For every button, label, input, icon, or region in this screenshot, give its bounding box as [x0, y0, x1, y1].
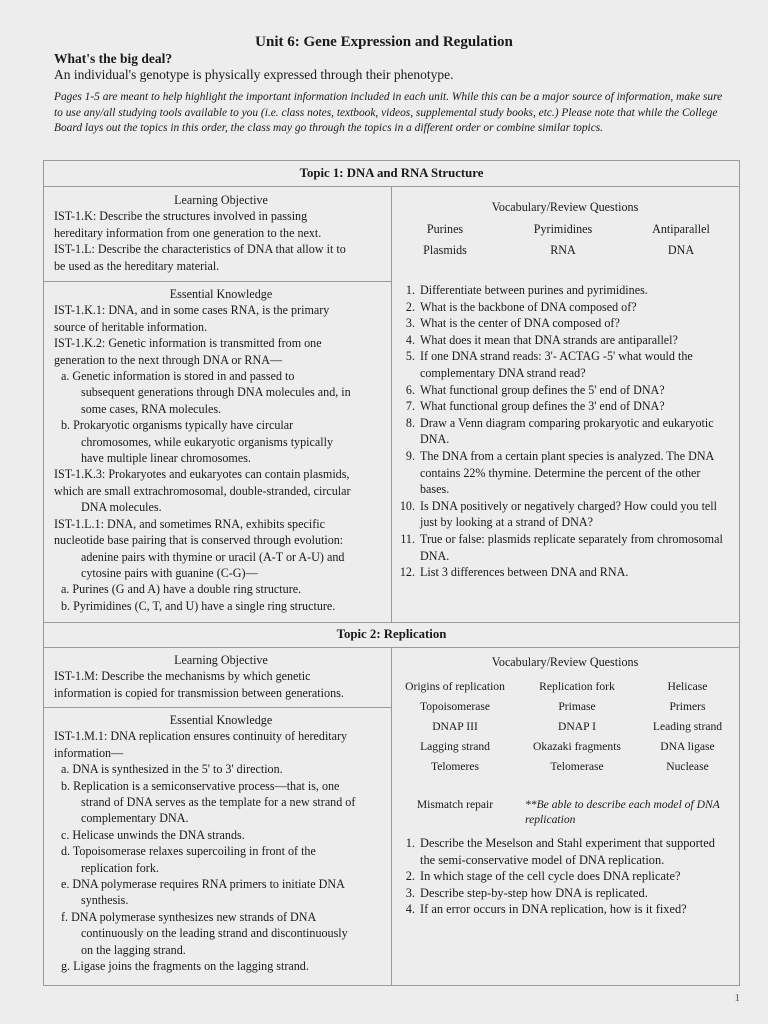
intro-sentence: An individual's genotype is physically expressed through their phenotype.	[54, 67, 454, 82]
vocab-term: Topoisomerase	[419, 700, 491, 713]
text-line: generation to the next through DNA or RNA—	[54, 352, 283, 367]
lo-heading: Learning Objective	[174, 653, 268, 667]
review-question	[391, 885, 731, 902]
vocab-term: Lagging strand	[420, 740, 490, 753]
text-line: replication fork.	[81, 860, 159, 875]
question-number: 8.	[405, 415, 415, 430]
question-number: 2.	[405, 869, 415, 884]
question-number: 1.	[405, 283, 415, 297]
question-number: 11.	[400, 531, 415, 546]
topic1-questions	[391, 282, 731, 581]
text-line: information—	[54, 745, 124, 760]
vocab-term: Pyrimidines	[533, 222, 593, 236]
topic2-vocab-grid	[393, 680, 738, 773]
topic1-learning-objective	[54, 192, 388, 274]
text-line: e. DNA polymerase requires RNA primers to initiate DNA	[61, 877, 345, 892]
question-text: What does it mean that DNA strands are antiparallel?	[420, 332, 678, 347]
text-line: which are small extrachromosomal, double-stranded, circular	[54, 483, 351, 498]
question-number: 12.	[399, 565, 415, 580]
vocab-term: RNA	[550, 243, 576, 257]
text-line: b. Replication is a semiconservative process—that is, one	[61, 778, 340, 793]
vocab-term: DNAP III	[432, 720, 478, 733]
text-line: adenine pairs with thymine or uracil (A-T or A-U) and	[81, 549, 345, 564]
review-question	[391, 299, 731, 316]
vocab-term: DNA	[667, 243, 695, 257]
question-text: True or false: plasmids replicate separately from chromosomal DNA.	[420, 531, 723, 563]
topic1-vocab-heading: Vocabulary/Review Questions	[491, 200, 639, 214]
question-text: If one DNA strand reads: 3'- ACTAG -5' what would the complementary DNA strand read?	[420, 349, 693, 380]
text-line: complementary DNA.	[81, 811, 189, 826]
question-text: Describe step-by-step how DNA is replicated.	[420, 885, 648, 900]
question-text: What functional group defines the 5' end of DNA?	[420, 382, 665, 397]
question-number: 9.	[405, 448, 415, 463]
text-line: IST-1.L.1: DNA, and sometimes RNA, exhibits specific	[54, 516, 325, 531]
text-line: a. Genetic information is stored in and passed to	[61, 369, 295, 384]
text-line: IST-1.M: Describe the mechanisms by which genetic	[54, 669, 311, 684]
review-question	[391, 448, 731, 498]
review-question	[391, 835, 731, 868]
vocab-term: Primers	[669, 700, 706, 713]
text-line: subsequent generations through DNA molecules and, in	[81, 385, 351, 400]
vocab-term: Telomeres	[430, 760, 480, 773]
text-line: IST-1.K: Describe the structures involved in passing	[54, 209, 308, 224]
ek-heading: Essential Knowledge	[169, 713, 273, 727]
text-line: c. Helicase unwinds the DNA strands.	[61, 827, 245, 842]
review-question	[391, 498, 731, 531]
text-line: IST-1.L: Describe the characteristics of DNA that allow it to	[54, 242, 346, 257]
question-number: 7.	[405, 399, 415, 414]
question-text: The DNA from a certain plant species is analyzed. The DNA contains 22% thymine. Determine the percent of the other bases.	[420, 448, 714, 497]
text-line: cytosine pairs with guanine (C-G)—	[81, 565, 258, 580]
vocab-term: Origins of replication	[405, 680, 505, 693]
text-line: source of heritable information.	[54, 319, 208, 334]
question-text: Differentiate between purines and pyrimidines.	[420, 283, 648, 297]
review-question	[391, 868, 731, 885]
text-line: IST-1.M.1: DNA replication ensures continuity of hereditary	[54, 729, 348, 744]
review-question	[391, 282, 731, 299]
review-question	[391, 348, 731, 381]
topic2-essential-knowledge	[54, 712, 388, 975]
vocab-term: Helicase	[667, 680, 708, 693]
question-text: What functional group defines the 3' end of DNA?	[420, 399, 665, 414]
text-line: f. DNA polymerase synthesizes new strands of DNA	[61, 909, 317, 924]
vocab-term: DNA ligase	[660, 740, 715, 753]
review-question	[391, 415, 731, 448]
review-question	[391, 531, 731, 564]
review-question	[391, 901, 731, 918]
vocab-term: Nuclease	[666, 760, 709, 773]
text-line: DNA molecules.	[81, 500, 162, 515]
vocab-term: Antiparallel	[652, 222, 710, 236]
text-line: hereditary information from one generation to the next.	[54, 225, 322, 240]
vocab-term: DNAP I	[558, 720, 596, 733]
topic2-questions	[391, 835, 731, 918]
page-number: 1	[734, 992, 740, 1004]
big-deal-heading: What's the big deal?	[54, 51, 173, 66]
text-line: b. Prokaryotic organisms typically have circular	[61, 418, 294, 433]
ek-text	[54, 728, 388, 974]
topic1-vocab-grid	[393, 222, 733, 258]
lo-text	[54, 668, 388, 701]
text-line: IST-1.K.2: Genetic information is transmitted from one	[54, 336, 322, 351]
vocab-term: Primase	[558, 700, 596, 713]
question-number: 5.	[405, 349, 415, 364]
question-number: 1.	[405, 836, 415, 850]
text-line: a. DNA is synthesized in the 5' to 3' direction.	[61, 762, 283, 777]
text-line: nucleotide base pairing that is conserved through evolution:	[54, 533, 344, 548]
ek-text	[54, 302, 388, 614]
text-line: IST-1.K.1: DNA, and in some cases RNA, is the primary	[54, 303, 330, 318]
model-note: **Be able to describe each model of DNA replication	[525, 798, 720, 826]
text-line: a. Purines (G and A) have a double ring structure.	[61, 582, 302, 597]
text-line: have multiple linear chromosomes.	[81, 451, 251, 466]
review-question	[391, 315, 731, 332]
question-text: If an error occurs in DNA replication, how is it fixed?	[420, 902, 687, 917]
vocab-term: Leading strand	[652, 720, 723, 733]
review-question	[391, 382, 731, 399]
lo-text	[54, 208, 388, 274]
question-text: List 3 differences between DNA and RNA.	[420, 565, 629, 580]
text-line: IST-1.K.3: Prokaryotes and eukaryotes can contain plasmids,	[54, 467, 350, 482]
topic2-learning-objective	[54, 652, 388, 701]
vocab-term: Plasmids	[423, 243, 467, 257]
vocab-term: Telomerase	[550, 760, 604, 773]
text-line: d. Topoisomerase relaxes supercoiling in front of the	[61, 844, 316, 859]
topic2-vocab-heading: Vocabulary/Review Questions	[491, 655, 639, 669]
vocab-term: Purines	[426, 222, 464, 236]
text-line: be used as the hereditary material.	[54, 258, 220, 273]
topic1-title: Topic 1: DNA and RNA Structure	[299, 166, 484, 180]
vocab-term: Okazaki fragments	[533, 740, 621, 753]
question-number: 4.	[405, 902, 415, 917]
text-line: some cases, RNA molecules.	[81, 401, 222, 416]
text-line: chromosomes, while eukaryotic organisms typically	[81, 434, 334, 449]
divider	[391, 647, 392, 985]
ek-heading: Essential Knowledge	[169, 287, 273, 301]
text-line: b. Pyrimidines (C, T, and U) have a single ring structure.	[61, 598, 336, 613]
text-line: continuously on the leading strand and discontinuously	[81, 926, 348, 941]
review-question	[391, 332, 731, 349]
question-number: 10.	[399, 498, 415, 513]
topic1-essential-knowledge	[54, 286, 388, 614]
review-question	[391, 398, 731, 415]
lo-heading: Learning Objective	[174, 193, 268, 207]
text-line: strand of DNA serves as the template for a new strand of	[81, 795, 356, 810]
mismatch-repair-term: Mismatch repair	[416, 798, 494, 811]
vocab-term: Replication fork	[539, 680, 615, 693]
question-text: What is the backbone of DNA composed of?	[420, 299, 637, 314]
review-question	[391, 564, 731, 581]
text-line: information is copied for transmission between generations.	[54, 685, 344, 700]
question-number: 6.	[405, 382, 415, 397]
question-text: In which stage of the cell cycle does DNA replicate?	[420, 869, 681, 884]
question-text: Draw a Venn diagram comparing prokaryotic and eukaryotic DNA.	[420, 415, 714, 447]
question-text: Is DNA positively or negatively charged? How could you tell just by looking at a strand of DNA?	[420, 498, 718, 530]
question-number: 3.	[405, 316, 415, 331]
question-text: Describe the Meselson and Stahl experiment that supported the semi-conservative model of DNA replication.	[420, 836, 715, 867]
text-line: synthesis.	[81, 893, 129, 908]
text-line: g. Ligase joins the fragments on the lagging strand.	[61, 959, 309, 974]
topic2-title: Topic 2: Replication	[336, 627, 447, 641]
divider	[43, 707, 391, 708]
question-number: 2.	[405, 299, 415, 314]
divider	[43, 622, 740, 623]
text-line: on the lagging strand.	[81, 942, 186, 957]
divider	[43, 281, 391, 282]
question-text: What is the center of DNA composed of?	[420, 316, 620, 331]
page-title: Unit 6: Gene Expression and Regulation	[255, 34, 513, 50]
question-number: 3.	[405, 885, 415, 900]
question-number: 4.	[405, 332, 415, 347]
study-note: Pages 1-5 are meant to help highlight the important information included in each unit. While this can be a major source of information, make sure to use any/all studying tools available to you (i.e. class notes, textbook, videos, supplemental study books, etc.) Please note that while the College Board lays out the topics in this order, the class may go through the topics in a different order or combine similar topics.	[54, 91, 723, 134]
